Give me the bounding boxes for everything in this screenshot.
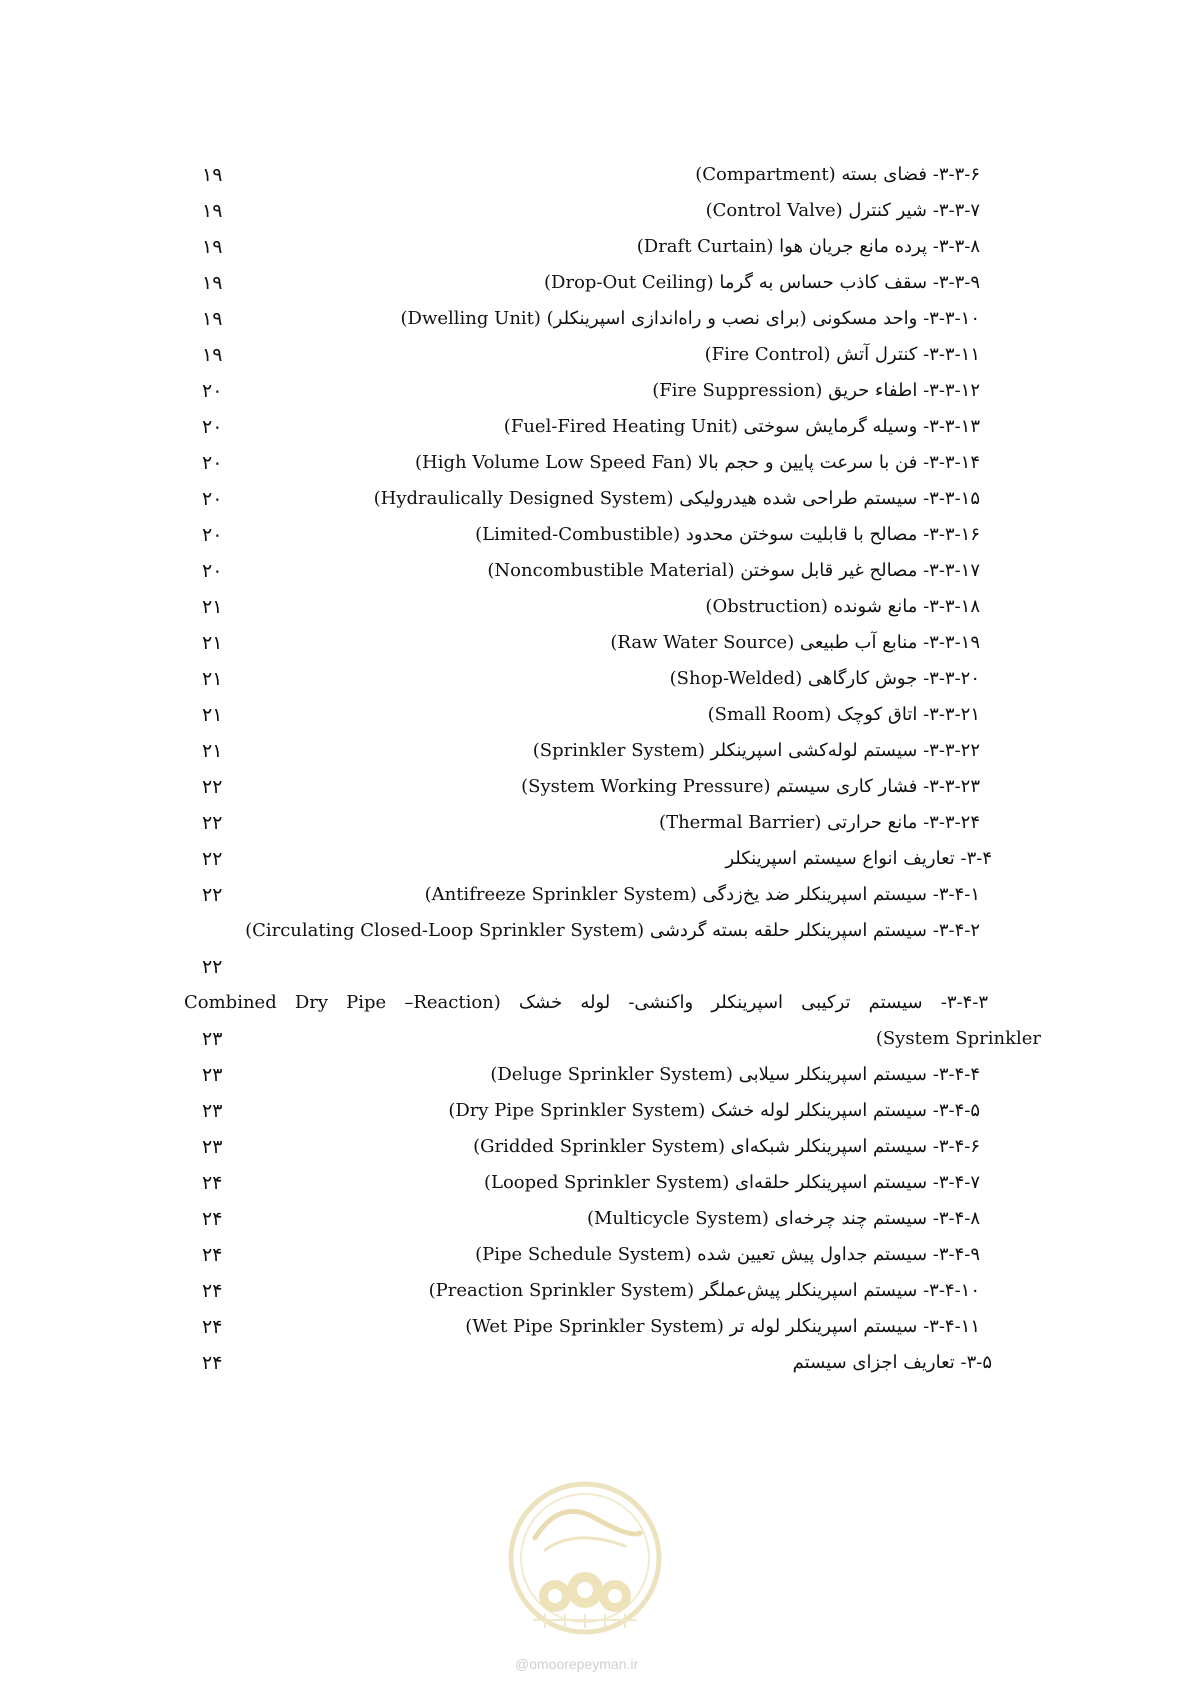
toc-entry-title: ۳-۳-۱۴- فن با سرعت پایین و حجم بالا (High Volume Low Speed Fan) <box>415 452 980 473</box>
toc-entry-page: ۲۳ <box>202 1136 223 1158</box>
toc-section-title: ۳-۴- تعاریف انواع سیستم اسپرینکلر <box>725 848 992 869</box>
toc-entry[interactable] <box>180 768 1040 806</box>
toc-entry-title: ۳-۳-۲۳- فشار کاری سیستم (System Working Pressure) <box>521 776 980 797</box>
toc-entry-title: ۳-۳-۶- فضای بسته (Compartment) <box>695 164 980 185</box>
toc-entry-page: ۲۲ <box>202 956 223 978</box>
toc-entry[interactable] <box>180 372 1040 410</box>
toc-entry[interactable] <box>180 444 1040 482</box>
toc-entry[interactable] <box>180 156 1040 194</box>
toc-entry-page: ۲۴ <box>202 1172 223 1194</box>
toc-entry-title: ۳-۳-۲۰- جوش کارگاهی (Shop-Welded) <box>669 668 980 689</box>
toc-entry-title: ۳-۴-۱- سیستم اسپرینکلر ضد یخ‌زدگی (Antifreeze Sprinkler System) <box>424 884 980 905</box>
toc-entry-title: ۳-۴-۱۱- سیستم اسپرینکلر لوله تر (Wet Pipe Sprinkler System) <box>465 1316 980 1337</box>
toc-entry-title-continued: System Sprinkler) <box>875 1028 1041 1049</box>
toc-entry[interactable] <box>180 1056 1040 1094</box>
toc-entry-title: ۳-۳-۱۶- مصالح با قابلیت سوختن محدود (Limited-Combustible) <box>475 524 980 545</box>
toc-entry-title: ۳-۳-۱۳- وسیله گرمایش سوختی (Fuel-Fired Heating Unit) <box>503 416 980 437</box>
toc-entry-page: ۲۰ <box>202 560 223 582</box>
toc-entry-title: ۳-۴-۵- سیستم اسپرینکلر لوله خشک (Dry Pipe Sprinkler System) <box>448 1100 980 1121</box>
toc-entry[interactable] <box>180 516 1040 554</box>
toc-entry-page: ۱۹ <box>202 200 223 222</box>
toc-entry-page: ۱۹ <box>202 236 223 258</box>
toc-section-title: ۳-۵- تعاریف اجزای سیستم <box>792 1352 992 1373</box>
toc-entry-title: ۳-۴-۷- سیستم اسپرینکلر حلقه‌ای (Looped Sprinkler System) <box>483 1172 980 1193</box>
toc-entry-page: ۲۰ <box>202 524 223 546</box>
toc-entry-title: ۳-۴-۹- سیستم جداول پیش تعیین شده (Pipe Schedule System) <box>475 1244 980 1265</box>
watermark-logo <box>505 1478 665 1638</box>
toc-entry-page: ۲۲ <box>202 812 223 834</box>
toc-entry[interactable] <box>180 1164 1040 1202</box>
toc-entry[interactable] <box>180 660 1040 698</box>
toc-entry-page: ۲۱ <box>202 596 223 618</box>
toc-entry-title: ۳-۴-۴- سیستم اسپرینکلر سیلابی (Deluge Sprinkler System) <box>490 1064 980 1085</box>
toc-entry-title: ۳-۳-۸- پرده مانع جریان هوا (Draft Curtain) <box>636 236 980 257</box>
toc-entry[interactable] <box>180 1092 1040 1130</box>
toc-entry-page: ۱۹ <box>202 308 223 330</box>
toc-entry-title: ۳-۳-۲۴- مانع حرارتی (Thermal Barrier) <box>659 812 980 833</box>
toc-entry[interactable] <box>180 336 1040 374</box>
toc-entry-page: ۲۰ <box>202 488 223 510</box>
toc-entry-page: ۲۲ <box>202 776 223 798</box>
toc-entry-title: ۳-۳-۹- سقف کاذب حساس به گرما (Drop-Out Ceiling) <box>544 272 980 293</box>
toc-entry-title: ۳-۴-۲- سیستم اسپرینکلر حلقه بسته گردشی (Circulating Closed-Loop Sprinkler System) <box>245 920 980 941</box>
toc-entry-title: ۳-۳-۷- شیر کنترل (Control Valve) <box>705 200 980 221</box>
toc-entry-page: ۲۰ <box>202 380 223 402</box>
toc-entry-page: ۲۴ <box>202 1316 223 1338</box>
toc-entry-title: ۳-۳-۱۸- مانع شونده (Obstruction) <box>705 596 980 617</box>
toc-entry-page: ۱۹ <box>202 272 223 294</box>
toc-entry[interactable] <box>180 732 1040 770</box>
toc-entry-page: ۲۱ <box>202 704 223 726</box>
toc-entry-page: ۲۴ <box>202 1352 223 1374</box>
toc-entry[interactable] <box>180 408 1040 446</box>
toc-entry-title: ۳-۳-۱۹- منابع آب طبیعی (Raw Water Source) <box>610 632 980 653</box>
toc-entry-page: ۲۴ <box>202 1280 223 1302</box>
toc-entry-title[interactable]: ۳-۴-۳- سیستم ترکیبی اسپرینکلر واکنشی- لوله خشک (Combined Dry Pipe –Reaction <box>184 992 988 1013</box>
toc-entry-page: ۲۴ <box>202 1208 223 1230</box>
toc-entry[interactable] <box>180 804 1040 842</box>
toc-section[interactable] <box>180 1344 1040 1382</box>
toc-entry-title: ۳-۳-۲۲- سیستم لوله‌کشی اسپرینکلر (Sprinkler System) <box>532 740 980 761</box>
toc-entry[interactable] <box>180 192 1040 230</box>
toc-entry-page: ۲۲ <box>202 848 223 870</box>
toc-entry[interactable] <box>180 1272 1040 1310</box>
toc-entry[interactable] <box>180 876 1040 914</box>
toc-entry-page: ۱۹ <box>202 164 223 186</box>
toc-entry[interactable] <box>180 1236 1040 1274</box>
toc-entry-title: ۳-۳-۱۵- سیستم طراحی شده هیدرولیکی (Hydraulically Designed System) <box>373 488 980 509</box>
toc-entry[interactable] <box>180 300 1040 338</box>
toc-entry[interactable] <box>180 552 1040 590</box>
toc-entry[interactable] <box>180 228 1040 266</box>
toc-entry-title: ۳-۴-۸- سیستم چند چرخه‌ای (Multicycle System) <box>586 1208 980 1229</box>
toc-entry-page: ۲۱ <box>202 632 223 654</box>
toc-entry-page: ۲۰ <box>202 416 223 438</box>
toc-section[interactable] <box>180 840 1040 878</box>
toc-entry-title: ۳-۳-۱۷- مصالح غیر قابل سوختن (Noncombustible Material) <box>487 560 980 581</box>
toc-entry-title: ۳-۳-۲۱- اتاق کوچک (Small Room) <box>707 704 980 725</box>
toc-entry-page: ۲۱ <box>202 740 223 762</box>
toc-entry[interactable] <box>180 264 1040 302</box>
toc-entry-title: ۳-۴-۶- سیستم اسپرینکلر شبکه‌ای (Gridded Sprinkler System) <box>473 1136 980 1157</box>
toc-entry-title: ۳-۴-۱۰- سیستم اسپرینکلر پیش‌عملگر (Preaction Sprinkler System) <box>428 1280 980 1301</box>
toc-entry-page: ۲۳ <box>202 1064 223 1086</box>
toc-entry[interactable] <box>180 480 1040 518</box>
watermark-site: @omoorepeyman.ir <box>515 1656 639 1672</box>
toc-entry-page: ۲۴ <box>202 1244 223 1266</box>
toc-entry-title: ۳-۳-۱۱- کنترل آتش (Fire Control) <box>704 344 980 365</box>
toc-entry[interactable] <box>180 1128 1040 1166</box>
toc-entry[interactable] <box>180 624 1040 662</box>
toc-entry-page: ۲۱ <box>202 668 223 690</box>
toc-entry-page: ۲۲ <box>202 884 223 906</box>
toc-entry-title: ۳-۳-۱۰- واحد مسکونی (برای نصب و راه‌اندازی اسپرینکلر) (Dwelling Unit) <box>400 308 980 329</box>
toc-entry[interactable] <box>180 1308 1040 1346</box>
toc-entry[interactable] <box>180 696 1040 734</box>
toc-entry[interactable] <box>180 1200 1040 1238</box>
toc-entry-page: ۲۳ <box>202 1100 223 1122</box>
toc-entry[interactable] <box>180 912 1040 950</box>
toc-entry-page: ۱۹ <box>202 344 223 366</box>
toc-entry-title: ۳-۳-۱۲- اطفاء حریق (Fire Suppression) <box>652 380 980 401</box>
toc-entry-page: ۲۳ <box>202 1028 223 1050</box>
toc-entry-page: ۲۰ <box>202 452 223 474</box>
toc-entry[interactable] <box>180 588 1040 626</box>
